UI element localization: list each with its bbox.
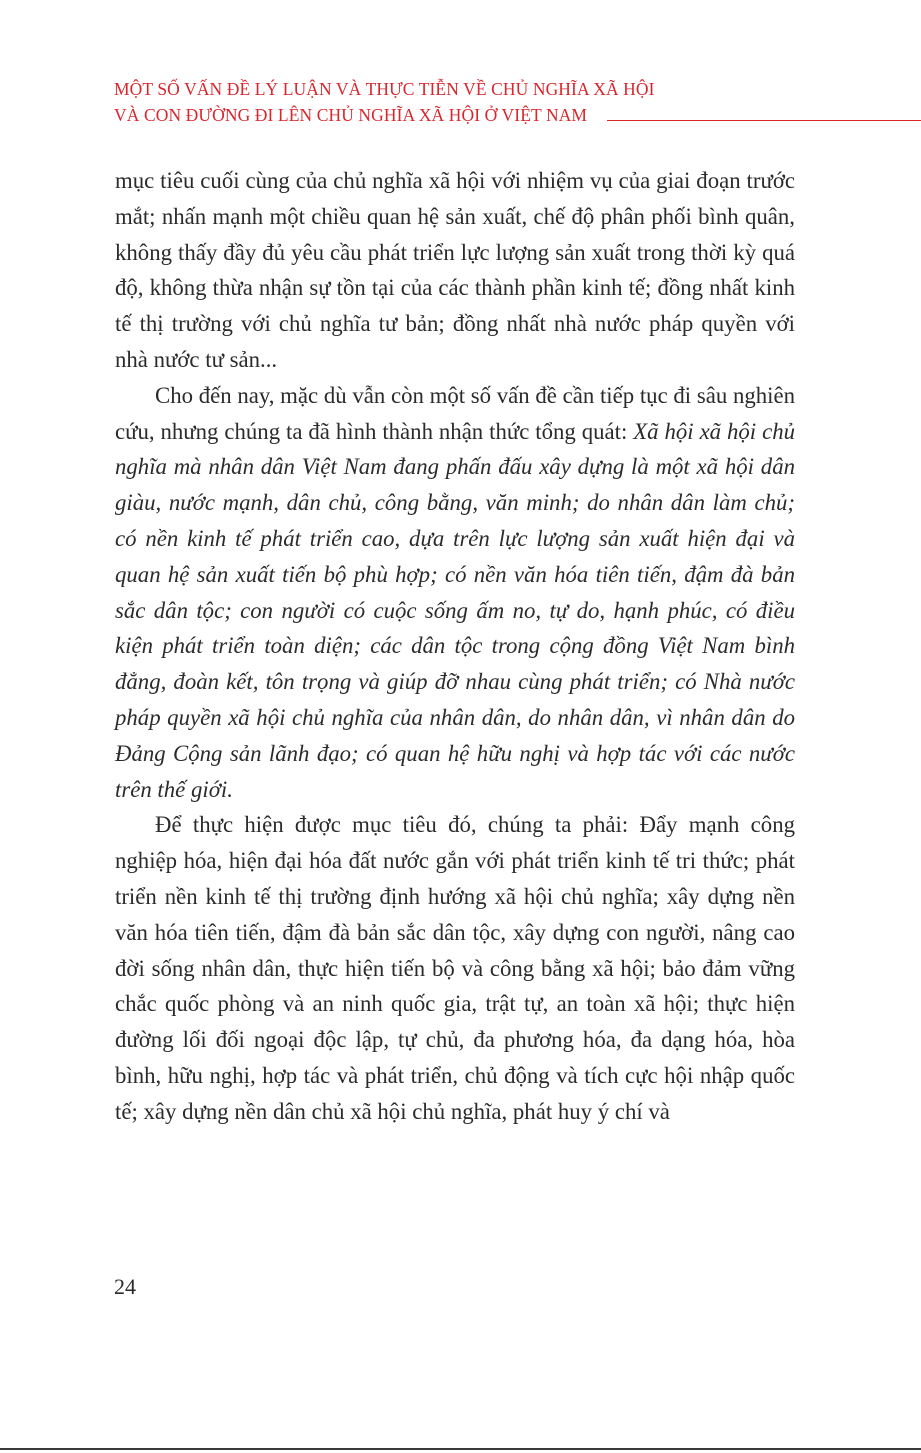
header-title-line-2: VÀ CON ĐƯỜNG ĐI LÊN CHỦ NGHĨA XÃ HỘI Ở VIỆT NAM [114, 105, 588, 125]
paragraph-tasks: Để thực hiện được mục tiêu đó, chúng ta phải: Đẩy mạnh công nghiệp hóa, hiện đại hóa đất nước gắn với phát triển kinh tế tri thức; phát triển nền kinh tế thị trường định hướng xã hội chủ nghĩa; xây dựng nền văn hóa tiên tiến, đậm đà bản sắc dân tộc, xây dựng con người, nâng cao đời sống nhân dân, thực hiện tiến bộ và công bằng xã hội; bảo đảm vững chắc quốc phòng và an ninh quốc gia, trật tự, an toàn xã hội; thực hiện đường lối đối ngoại độc lập, tự chủ, đa phương hóa, đa dạng hóa, hòa bình, hữu nghị, hợp tác và phát triển, chủ động và tích cực hội nhập quốc tế; xây dựng nền dân chủ xã hội chủ nghĩa, phát huy ý chí và [115, 812, 795, 1124]
page-number: 24 [114, 1274, 136, 1299]
page-body [115, 163, 795, 1130]
header-rule [607, 120, 921, 121]
paragraph-summary-italic: Xã hội xã hội chủ nghĩa mà nhân dân Việt Nam đang phấn đấu xây dựng là một xã hội dân giàu, nước mạnh, dân chủ, công bằng, văn minh; do nhân dân làm chủ; có nền kinh tế phát triển cao, dựa trên lực lượng sản xuất hiện đại và quan hệ sản xuất tiến bộ phù hợp; có nền văn hóa tiên tiến, đậm đà bản sắc dân tộc; con người có cuộc sống ấm no, tự do, hạnh phúc, có điều kiện phát triển toàn diện; các dân tộc trong cộng đồng Việt Nam bình đẳng, đoàn kết, tôn trọng và giúp đỡ nhau cùng phát triển; có Nhà nước pháp quyền xã hội chủ nghĩa của nhân dân, do nhân dân, vì nhân dân do Đảng Cộng sản lãnh đạo; có quan hệ hữu nghị và hợp tác với các nước trên thế giới. [115, 418, 795, 802]
paragraph-continued: mục tiêu cuối cùng của chủ nghĩa xã hội với nhiệm vụ của giai đoạn trước mắt; nhấn mạnh một chiều quan hệ sản xuất, chế độ phân phối bình quân, không thấy đầy đủ yêu cầu phát triển lực lượng sản xuất trong thời kỳ quá độ, không thừa nhận sự tồn tại của các thành phần kinh tế; đồng nhất kinh tế thị trường với chủ nghĩa tư bản; đồng nhất nhà nước pháp quyền với nhà nước tư sản... [115, 168, 795, 372]
paragraph-summary-lead: Cho đến nay, mặc dù vẫn còn một số vấn đề cần tiếp tục đi sâu nghiên cứu, nhưng chúng ta đã hình thành nhận thức tổng quát: [115, 382, 795, 444]
running-header [114, 78, 921, 128]
paragraph-summary [115, 378, 795, 808]
header-title-line-1: MỘT SỐ VẤN ĐỀ LÝ LUẬN VÀ THỰC TIỄN VỀ CHỦ NGHĨA XÃ HỘI [114, 79, 655, 99]
bottom-edge-rule [0, 1448, 921, 1450]
